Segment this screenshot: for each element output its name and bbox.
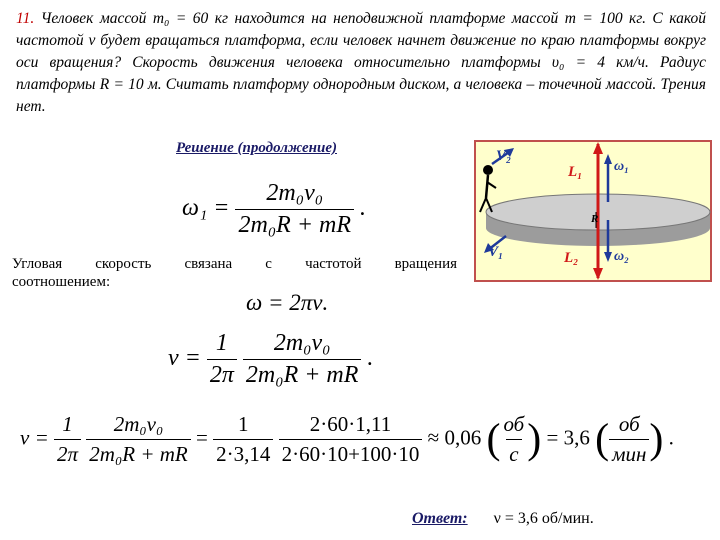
eq3-fraction-2 bbox=[243, 330, 362, 389]
eq4-f4-denominator: 2·60·10+100·10 bbox=[279, 439, 423, 467]
eq4-f2-denominator: 2m₀R + mR bbox=[86, 439, 190, 467]
eq3-lhs: ν = bbox=[168, 345, 201, 372]
label-v2: V₂ bbox=[496, 148, 512, 164]
answer-value: ν = 3,6 об/мин. bbox=[493, 510, 594, 527]
solution-heading: Решение (продолжение) bbox=[176, 140, 337, 156]
label-omega2: ω₂ bbox=[614, 249, 630, 264]
eq1-lhs: ω₁ = bbox=[182, 195, 230, 222]
eq4-f3-numerator: 1 bbox=[237, 412, 249, 436]
eq1-numerator: 2m₀v₀ bbox=[266, 180, 324, 206]
eq3-f1-denominator: 2π bbox=[207, 359, 237, 389]
eq4-unit-2 bbox=[609, 412, 649, 467]
eq1-fraction bbox=[235, 180, 354, 239]
platform-diagram bbox=[474, 140, 712, 282]
eq4-f1-denominator: 2π bbox=[54, 439, 81, 467]
text-angular-velocity: Угловая скорость связана с частотой вращения bbox=[12, 256, 457, 272]
eq4-u2-denominator: мин bbox=[609, 439, 649, 467]
eq4-equals: = bbox=[196, 425, 208, 450]
eq4-lhs: ν = bbox=[20, 425, 49, 450]
equation-nu bbox=[168, 330, 373, 389]
label-l1: L₁ bbox=[568, 164, 583, 180]
eq4-fraction-2 bbox=[86, 412, 190, 467]
text-relation: соотношением: bbox=[12, 274, 111, 290]
eq4-f2-numerator: 2m₀v₀ bbox=[113, 412, 164, 436]
eq4-tail: . bbox=[668, 425, 674, 450]
problem-number: 11. bbox=[16, 10, 35, 27]
problem-text: Человек массой m₀ = 60 кг находится на неподвижной платформе массой m = 100 кг. С какой частотой ν будет вращаться платформа, если человек начнет движение по краю платформы вокруг оси вращения? Скорость движения человека относительно платформы υ₀ = 4 км/ч. Радиус платформы R = 10 м. Считать платформу однородным диском, а человека – точечной массой. Трения нет. bbox=[16, 10, 706, 115]
label-l2: L₂ bbox=[564, 250, 579, 266]
eq4-f4-numerator: 2·60·1,11 bbox=[309, 412, 392, 436]
eq4-f1-numerator: 1 bbox=[62, 412, 73, 436]
label-omega1: ω₁ bbox=[614, 159, 630, 174]
eq4-paren-close-2: ) bbox=[649, 416, 664, 463]
eq4-fraction-4 bbox=[279, 412, 423, 467]
eq3-tail: . bbox=[367, 345, 374, 372]
platform-figure bbox=[474, 140, 712, 282]
problem-statement bbox=[16, 8, 706, 118]
eq1-tail: . bbox=[360, 195, 367, 222]
eq3-f2-denominator: 2m₀R + mR bbox=[243, 359, 362, 389]
label-radius: R bbox=[591, 213, 599, 225]
label-v1: V₁ bbox=[488, 244, 504, 260]
eq4-paren-open-1: ( bbox=[486, 416, 501, 463]
eq4-unit-1 bbox=[500, 412, 527, 467]
eq4-u2-numerator: об bbox=[618, 412, 640, 436]
eq4-f3-denominator: 2·3,14 bbox=[213, 439, 273, 467]
eq1-denominator: 2m₀R + mR bbox=[235, 209, 354, 239]
equation-omega1 bbox=[182, 180, 366, 239]
eq4-fraction-3 bbox=[213, 412, 273, 467]
eq4-u1-numerator: об bbox=[503, 412, 525, 436]
eq4-paren-open-2: ( bbox=[595, 416, 610, 463]
eq4-fraction-1 bbox=[54, 412, 81, 467]
eq3-f2-numerator: 2m₀v₀ bbox=[273, 330, 331, 356]
eq3-f1-numerator: 1 bbox=[215, 330, 228, 356]
equation-nu-numeric bbox=[20, 412, 674, 467]
person-head bbox=[483, 165, 493, 175]
eq3-fraction-1 bbox=[207, 330, 237, 389]
answer-label: Ответ: bbox=[412, 510, 468, 527]
eq4-paren-close-1: ) bbox=[527, 416, 542, 463]
eq4-u1-denominator: с bbox=[506, 439, 521, 467]
answer-line bbox=[412, 510, 594, 528]
equation-omega-nu: ω = 2πν. bbox=[246, 290, 329, 315]
eq4-mid: = 3,6 bbox=[546, 425, 590, 450]
eq4-approx: ≈ 0,06 bbox=[427, 425, 482, 450]
